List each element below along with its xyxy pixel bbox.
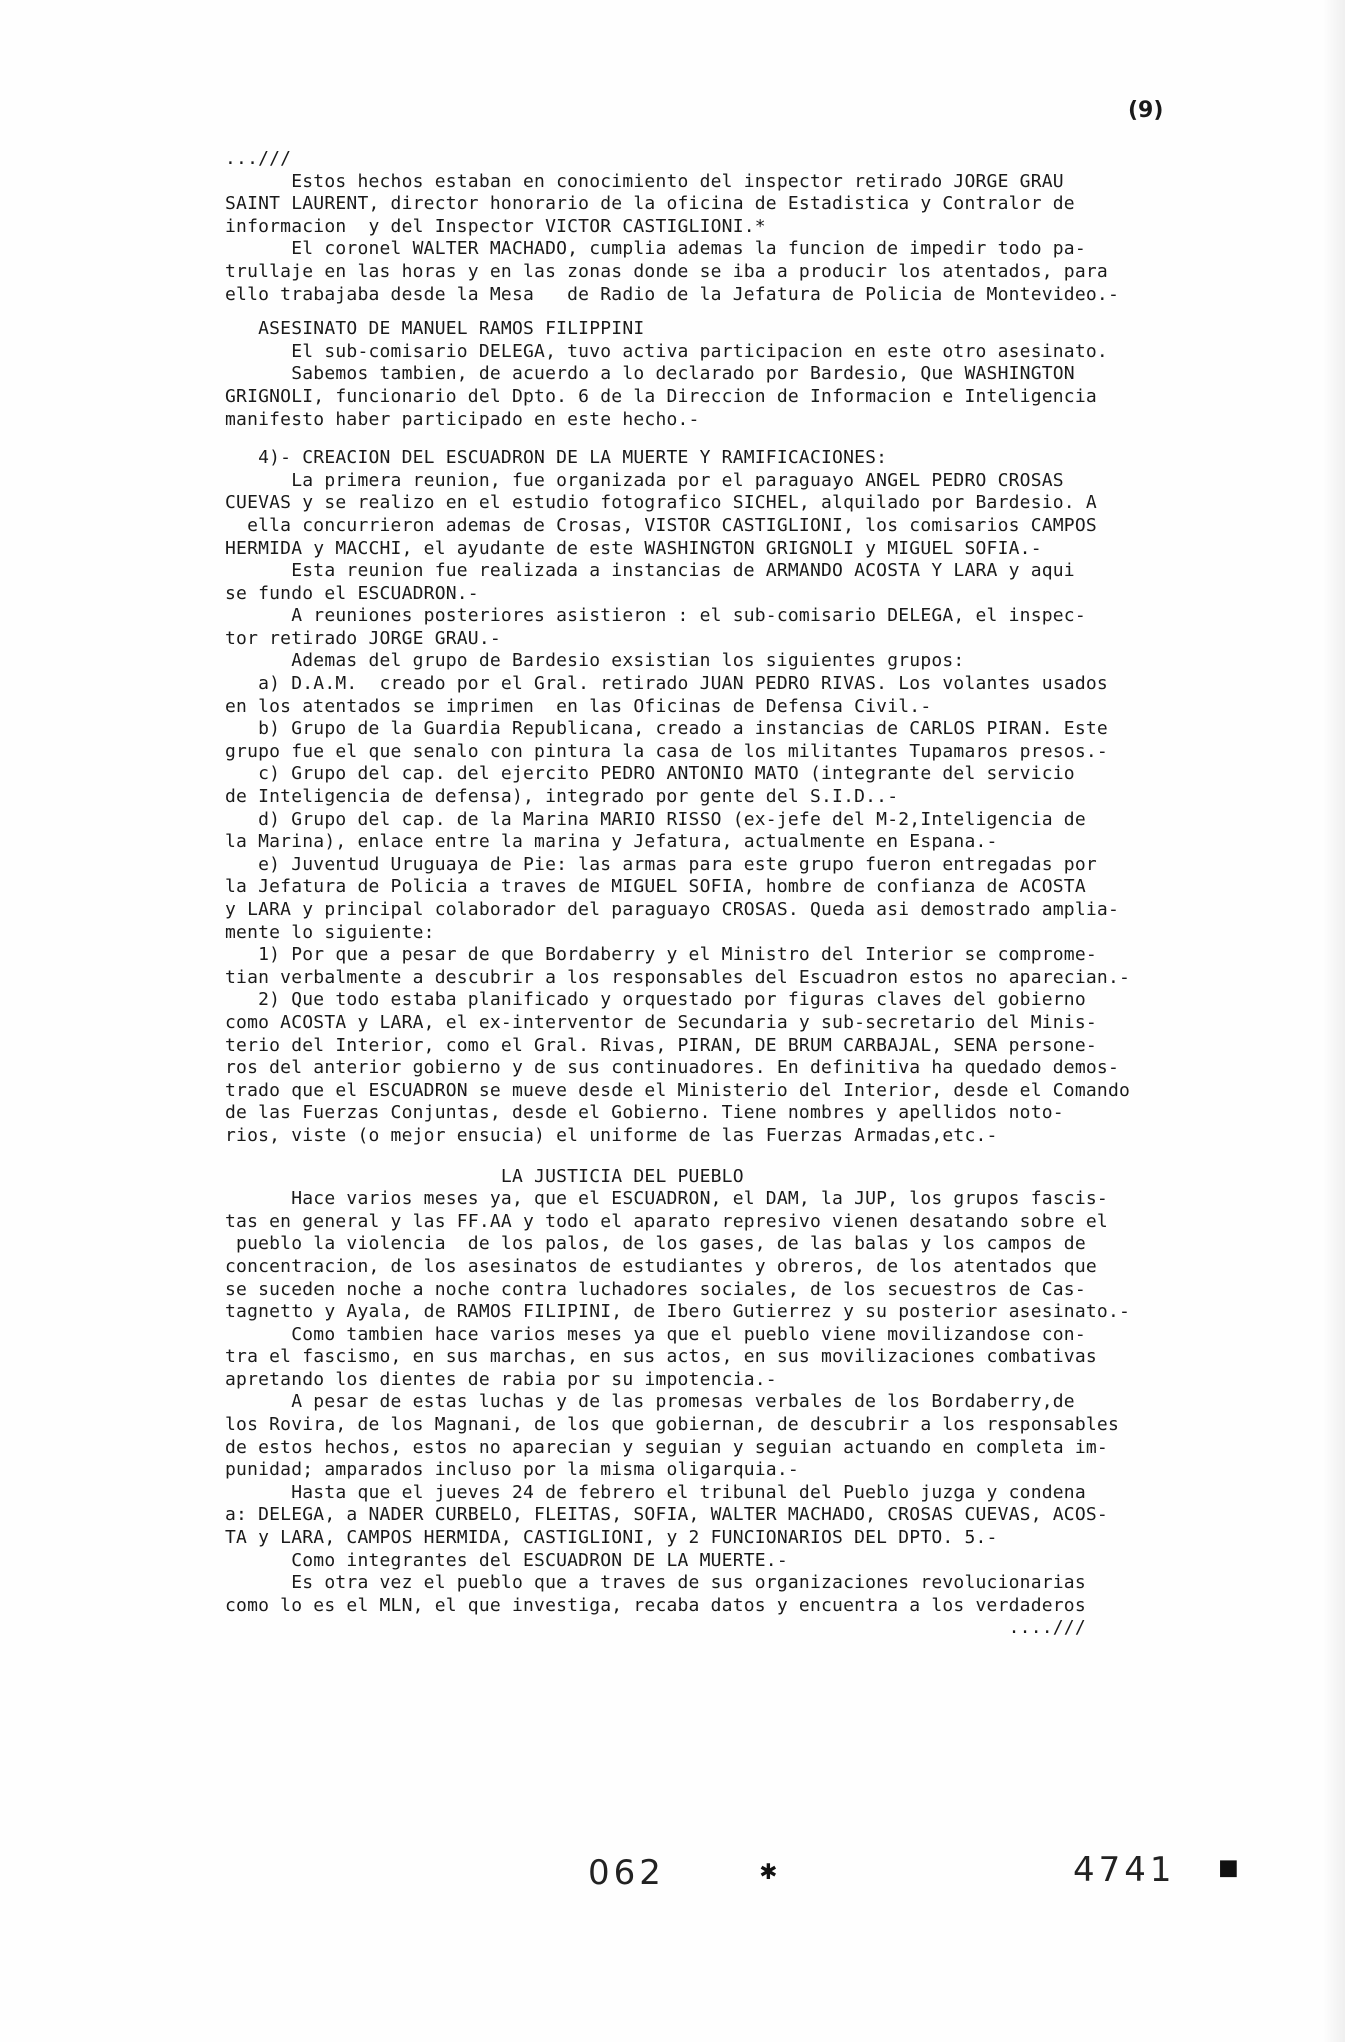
- text-line: GRIGNOLI, funcionario del Dpto. 6 de la Direccion de Informacion e Inteligencia: [225, 385, 1097, 407]
- text-line: y LARA y principal colaborador del paraguayo CROSAS. Queda asi demostrado amplia-: [225, 899, 1119, 920]
- text-line: mente lo siguiente:: [225, 921, 435, 943]
- text-line: concentracion, de los asesinatos de estudiantes y obreros, de los atentados que: [225, 1255, 1097, 1277]
- text-line: de estos hechos, estos no aparecian y seguian y seguian actuando en completa im-: [225, 1436, 1108, 1458]
- text-line: a: DELEGA, a NADER CURBELO, FLEITAS, SOFIA, WALTER MACHADO, CROSAS CUEVAS, ACOS-: [225, 1504, 1108, 1526]
- text-line: los Rovira, de los Magnani, de los que gobiernan, de descubrir a los responsables: [225, 1414, 1119, 1436]
- text-line: El sub-comisario DELEGA, tuvo activa participacion en este otro asesinato.: [225, 340, 1108, 362]
- text-line: ros del anterior gobierno y de sus continuadores. En definitiva ha quedado demos-: [225, 1057, 1119, 1079]
- text-line: se suceden noche a noche contra luchadores sociales, de los secuestros de Cas-: [225, 1278, 1086, 1300]
- text-line: ASESINATO DE MANUEL RAMOS FILIPPINI: [225, 318, 645, 340]
- text-line: se fundo el ESCUADRON.-: [225, 582, 479, 604]
- text-line: SAINT LAURENT, director honorario de la oficina de Estadistica y Contralor de: [225, 193, 1075, 215]
- text-line: apretando los dientes de rabia por su impotencia.-: [225, 1368, 777, 1390]
- text-line: 4)- CREACION DEL ESCUADRON DE LA MUERTE Y RAMIFICACIONES:: [225, 447, 888, 469]
- text-line: CUEVAS y se realizo en el estudio fotografico SICHEL, alquilado por Bardesio. A: [225, 492, 1097, 514]
- text-line: rios, viste (o mejor ensucia) el uniforme de las Fuerzas Armadas,etc.-: [225, 1124, 998, 1146]
- page-number: (9): [1128, 98, 1164, 123]
- text-line: punidad; amparados incluso por la misma oligarquia.-: [225, 1459, 799, 1481]
- text-line: la Jefatura de Policia a traves de MIGUEL SOFIA, hombre de confianza de ACOSTA: [225, 876, 1086, 898]
- text-line: Esta reunion fue realizada a instancias de ARMANDO ACOSTA Y LARA y aqui: [225, 560, 1075, 582]
- text-line: terio del Interior, como el Gral. Rivas, PIRAN, DE BRUM CARBAJAL, SENA persone-: [225, 1034, 1097, 1056]
- text-line: grupo fue el que senalo con pintura la casa de los militantes Tupamaros presos.-: [225, 740, 1108, 762]
- text-line: c) Grupo del cap. del ejercito PEDRO ANTONIO MATO (integrante del servicio: [225, 763, 1075, 785]
- stamp-number-left: 062: [588, 1853, 665, 1893]
- text-line: manifesto haber participado en este hecho.-: [225, 408, 700, 430]
- text-line: tra el fascismo, en sus marchas, en sus actos, en sus movilizaciones combativas: [225, 1346, 1097, 1368]
- text-line: Como tambien hace varios meses ya que el pueblo viene movilizandose con-: [225, 1323, 1086, 1345]
- text-line: a) D.A.M. creado por el Gral. retirado JUAN PEDRO RIVAS. Los volantes usados: [225, 673, 1108, 695]
- text-line: trullaje en las horas y en las zonas donde se iba a producir los atentados, para: [225, 260, 1108, 282]
- text-line: tagnetto y Ayala, de RAMOS FILIPINI, de Ibero Gutierrez y su posterior asesinato.-: [225, 1301, 1131, 1323]
- text-line: de Inteligencia de defensa), integrado por gente del S.I.D..-: [225, 786, 899, 808]
- scan-edge-shadow: [1323, 0, 1345, 2042]
- ink-mark-right: ■: [1220, 1850, 1237, 1883]
- text-line: Estos hechos estaban en conocimiento del inspector retirado JORGE GRAU: [225, 170, 1064, 192]
- text-line: tian verbalmente a descubrir a los responsables del Escuadron estos no aparecian.-: [225, 966, 1131, 988]
- text-line: HERMIDA y MACCHI, el ayudante de este WASHINGTON GRIGNOLI y MIGUEL SOFIA.-: [225, 537, 1042, 559]
- text-line: tor retirado JORGE GRAU.-: [225, 627, 501, 649]
- text-line: en los atentados se imprimen en las Oficinas de Defensa Civil.-: [225, 695, 932, 717]
- text-line: El coronel WALTER MACHADO, cumplia ademas la funcion de impedir todo pa-: [225, 238, 1086, 260]
- text-line: Hasta que el jueves 24 de febrero el tribunal del Pueblo juzga y condena: [225, 1481, 1086, 1503]
- text-line: 2) Que todo estaba planificado y orquestado por figuras claves del gobierno: [225, 989, 1086, 1011]
- text-line: b) Grupo de la Guardia Republicana, creado a instancias de CARLOS PIRAN. Este: [225, 718, 1108, 740]
- document-body: [225, 148, 1185, 1640]
- text-line: trado que el ESCUADRON se mueve desde el Ministerio del Interior, desde el Comando: [225, 1079, 1131, 1101]
- text-line: ...///: [225, 148, 292, 169]
- text-line: 1) Por que a pesar de que Bordaberry y el Ministro del Interior se comprome-: [225, 944, 1097, 966]
- text-line: La primera reunion, fue organizada por el paraguayo ANGEL PEDRO CROSAS: [225, 469, 1064, 491]
- text-line: Hace varios meses ya, que el ESCUADRON, el DAM, la JUP, los grupos fascis-: [225, 1188, 1108, 1210]
- text-line: LA JUSTICIA DEL PUEBLO: [225, 1165, 744, 1187]
- stamp-number-right: 4741: [1073, 1850, 1176, 1890]
- text-line: como ACOSTA y LARA, el ex-interventor de Secundaria y sub-secretario del Minis-: [225, 1011, 1097, 1033]
- ink-mark: ✱: [760, 1853, 777, 1886]
- text-line: A pesar de estas luchas y de las promesas verbales de los Bordaberry,de: [225, 1391, 1075, 1413]
- text-line: como lo es el MLN, el que investiga, recaba datos y encuentra a los verdaderos: [225, 1594, 1086, 1616]
- text-line: Sabemos tambien, de acuerdo a lo declarado por Bardesio, Que WASHINGTON: [225, 363, 1075, 385]
- text-line: Como integrantes del ESCUADRON DE LA MUERTE.-: [225, 1549, 788, 1571]
- text-line: de las Fuerzas Conjuntas, desde el Gobierno. Tiene nombres y apellidos noto-: [225, 1102, 1064, 1124]
- text-line: pueblo la violencia de los palos, de los gases, de las balas y los campos de: [225, 1233, 1086, 1255]
- text-line: informacion y del Inspector VICTOR CASTIGLIONI.*: [225, 215, 766, 237]
- text-line: Es otra vez el pueblo que a traves de sus organizaciones revolucionarias: [225, 1572, 1086, 1594]
- text-line: tas en general y las FF.AA y todo el aparato represivo vienen desatando sobre el: [225, 1210, 1108, 1232]
- text-line: TA y LARA, CAMPOS HERMIDA, CASTIGLIONI, y 2 FUNCIONARIOS DEL DPTO. 5.-: [225, 1527, 998, 1549]
- text-line: ella concurrieron ademas de Crosas, VISTOR CASTIGLIONI, los comisarios CAMPOS: [225, 514, 1097, 536]
- text-line: A reuniones posteriores asistieron : el sub-comisario DELEGA, el inspec-: [225, 605, 1086, 627]
- text-line: ....///: [225, 1617, 1086, 1639]
- text-line: ello trabajaba desde la Mesa de Radio de la Jefatura de Policia de Montevideo.-: [225, 283, 1119, 305]
- text-line: d) Grupo del cap. de la Marina MARIO RISSO (ex-jefe del M-2,Inteligencia de: [225, 808, 1086, 830]
- text-line: Ademas del grupo de Bardesio exsistian los siguientes grupos:: [225, 650, 965, 672]
- text-line: la Marina), enlace entre la marina y Jefatura, actualmente en Espana.-: [225, 831, 998, 853]
- text-line: e) Juventud Uruguaya de Pie: las armas para este grupo fueron entregadas por: [225, 853, 1097, 875]
